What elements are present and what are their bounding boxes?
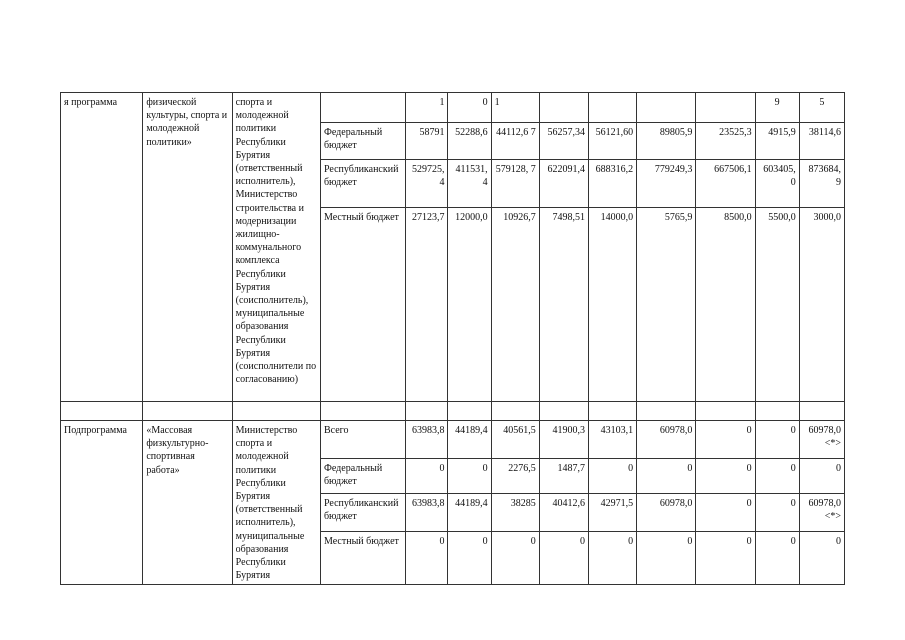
value-cell: 52288,6	[448, 123, 491, 160]
budget-table	[60, 92, 845, 585]
value-cell: 579128, 7	[491, 160, 539, 208]
executors-cell: Министерство спорта и молодежной политики Республики Бурятия (ответственный исполнитель), муниципальные образования Республики Бурятия	[232, 421, 320, 585]
value-cell: 0	[448, 459, 491, 494]
value-cell: 0	[406, 532, 448, 585]
value-text: 60978,0	[808, 425, 841, 436]
table-row	[61, 93, 845, 123]
value-cell: 0	[406, 459, 448, 494]
value-cell: 40412,6	[539, 494, 588, 532]
value-cell: 1487,7	[539, 459, 588, 494]
value-cell: 2276,5	[491, 459, 539, 494]
value-cell: 411531, 4	[448, 160, 491, 208]
empty-cell	[448, 402, 491, 421]
value-cell: 4915,9	[755, 123, 799, 160]
empty-cell	[143, 402, 232, 421]
value-cell: 0	[799, 459, 844, 494]
value-cell: 0	[696, 532, 755, 585]
program-cell: я программа	[61, 93, 143, 402]
footnote-mark: <*>	[824, 438, 841, 450]
value-cell: 44189,4	[448, 494, 491, 532]
value-cell: 63983,8	[406, 494, 448, 532]
value-cell	[588, 93, 636, 123]
value-cell: 89805,9	[637, 123, 696, 160]
value-cell: 60978,0	[637, 494, 696, 532]
value-cell: 0	[539, 532, 588, 585]
value-cell: 38285	[491, 494, 539, 532]
value-cell: 58791	[406, 123, 448, 160]
value-cell	[799, 494, 844, 532]
value-cell: 43103,1	[588, 421, 636, 459]
value-cell: 0	[637, 459, 696, 494]
source-cell: Республиканский бюджет	[320, 160, 405, 208]
value-cell: 38114,6	[799, 123, 844, 160]
value-cell: 5765,9	[637, 208, 696, 402]
footnote-mark: <*>	[824, 511, 841, 523]
value-cell: 42971,5	[588, 494, 636, 532]
value-cell: 0	[755, 494, 799, 532]
value-cell: 9	[755, 93, 799, 123]
table-row	[61, 421, 845, 459]
value-cell: 0	[588, 459, 636, 494]
executors-cell: спорта и молодежной политики Республики Бурятия (ответственный исполнитель), Министерство строительства и модернизации жилищно-коммунального комплекса Республики Бурятия (соисполнитель), муниципальные образования Республики Бурятия (соисполнители по согласованию)	[232, 93, 320, 402]
value-cell: 27123,7	[406, 208, 448, 402]
value-cell: 622091,4	[539, 160, 588, 208]
program-name-cell: физической культуры, спорта и молодежной политики»	[143, 93, 232, 402]
value-cell: 667506,1	[696, 160, 755, 208]
value-cell: 5	[799, 93, 844, 123]
subprogram-cell: Подпрограмма	[61, 421, 143, 585]
subprogram-name-cell: «Массовая физкультурно-спортивная работа»	[143, 421, 232, 585]
value-cell: 0	[448, 93, 491, 123]
source-cell: Федеральный бюджет	[320, 459, 405, 494]
value-cell: 44189,4	[448, 421, 491, 459]
value-cell: 1	[491, 93, 539, 123]
value-cell: 3000,0	[799, 208, 844, 402]
empty-cell	[320, 402, 405, 421]
value-cell: 40561,5	[491, 421, 539, 459]
empty-cell	[755, 402, 799, 421]
value-cell: 0	[799, 532, 844, 585]
value-cell: 529725, 4	[406, 160, 448, 208]
value-cell: 60978,0	[637, 421, 696, 459]
empty-cell	[406, 402, 448, 421]
empty-cell	[588, 402, 636, 421]
value-cell	[799, 421, 844, 459]
value-cell: 0	[448, 532, 491, 585]
empty-cell	[637, 402, 696, 421]
value-cell: 56121,60	[588, 123, 636, 160]
value-cell: 8500,0	[696, 208, 755, 402]
empty-cell	[61, 402, 143, 421]
value-cell: 23525,3	[696, 123, 755, 160]
value-text: 60978,0	[808, 498, 841, 510]
value-cell: 0	[755, 459, 799, 494]
value-cell: 63983,8	[406, 421, 448, 459]
source-cell: Местный бюджет	[320, 208, 405, 402]
value-cell: 12000,0	[448, 208, 491, 402]
value-cell: 56257,34	[539, 123, 588, 160]
value-cell: 0	[696, 459, 755, 494]
value-cell: 14000,0	[588, 208, 636, 402]
value-cell: 7498,51	[539, 208, 588, 402]
value-cell: 0	[637, 532, 696, 585]
value-cell: 10926,7	[491, 208, 539, 402]
value-cell: 0	[755, 421, 799, 459]
table-row	[61, 402, 845, 421]
source-cell: Федеральный бюджет	[320, 123, 405, 160]
value-cell: 41900,3	[539, 421, 588, 459]
value-cell: 1	[406, 93, 448, 123]
value-cell: 0	[491, 532, 539, 585]
value-cell: 0	[588, 532, 636, 585]
source-cell	[320, 93, 405, 123]
value-cell: 873684, 9	[799, 160, 844, 208]
value-cell: 5500,0	[755, 208, 799, 402]
value-cell	[696, 93, 755, 123]
empty-cell	[539, 402, 588, 421]
source-cell: Местный бюджет	[320, 532, 405, 585]
value-cell	[637, 93, 696, 123]
value-cell: 0	[755, 532, 799, 585]
value-cell	[539, 93, 588, 123]
source-cell: Республиканский бюджет	[320, 494, 405, 532]
value-cell: 0	[696, 494, 755, 532]
value-cell: 688316,2	[588, 160, 636, 208]
value-cell: 44112,6 7	[491, 123, 539, 160]
empty-cell	[696, 402, 755, 421]
empty-cell	[799, 402, 844, 421]
value-cell: 779249,3	[637, 160, 696, 208]
empty-cell	[491, 402, 539, 421]
source-cell: Всего	[320, 421, 405, 459]
value-cell: 603405, 0	[755, 160, 799, 208]
empty-cell	[232, 402, 320, 421]
value-cell: 0	[696, 421, 755, 459]
